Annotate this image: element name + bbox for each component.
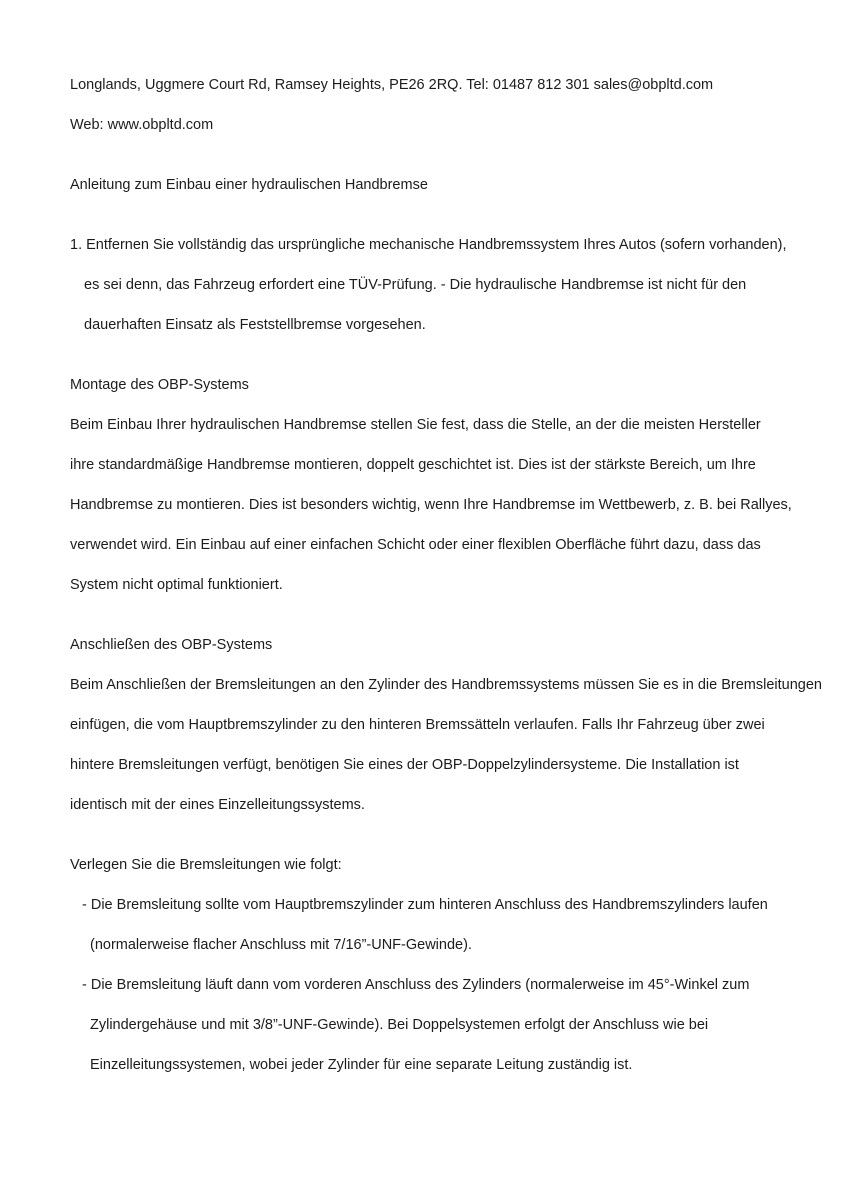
bullet-1-line-1: - Die Bremsleitung sollte vom Hauptbremszylinder zum hinteren Anschluss des Handbremszylinders laufen xyxy=(82,897,768,913)
verlegen-section xyxy=(70,845,820,1085)
anschliessen-line-2: einfügen, die vom Hauptbremszylinder zu den hinteren Bremssätteln verlaufen. Falls Ihr Fahrzeug über zwei xyxy=(70,717,765,733)
montage-line-2: ihre standardmäßige Handbremse montieren, doppelt geschichtet ist. Dies ist der stärkste Bereich, um Ihre xyxy=(70,457,756,473)
bullet-2-line-3: Einzelleitungssystemen, wobei jeder Zylinder für eine separate Leitung zuständig ist. xyxy=(90,1057,633,1073)
anschliessen-heading: Anschließen des OBP-Systems xyxy=(70,637,273,653)
anschliessen-section xyxy=(70,625,820,825)
montage-line-3: Handbremse zu montieren. Dies ist besonders wichtig, wenn Ihre Handbremse im Wettbewerb, z. B. bei Rallyes, xyxy=(70,497,792,513)
bullet-2-line-1: - Die Bremsleitung läuft dann vom vorderen Anschluss des Zylinders (normalerweise im 45°-Winkel zum xyxy=(82,977,750,993)
montage-line-4: verwendet wird. Ein Einbau auf einer einfachen Schicht oder einer flexiblen Oberfläche führt dazu, dass das xyxy=(70,537,761,553)
montage-heading: Montage des OBP-Systems xyxy=(70,377,249,393)
title-block xyxy=(70,165,820,205)
address-line: Longlands, Uggmere Court Rd, Ramsey Heights, PE26 2RQ. Tel: 01487 812 301 sales@obpltd.com xyxy=(70,77,714,93)
step-1-line-1: 1. Entfernen Sie vollständig das ursprüngliche mechanische Handbremssystem Ihres Autos (sofern vorhanden), xyxy=(70,237,787,253)
step-1-line-3: dauerhaften Einsatz als Feststellbremse vorgesehen. xyxy=(84,317,426,333)
page-title: Anleitung zum Einbau einer hydraulischen Handbremse xyxy=(70,177,428,193)
anschliessen-line-4: identisch mit der eines Einzelleitungssystems. xyxy=(70,797,365,813)
verlegen-intro: Verlegen Sie die Bremsleitungen wie folgt: xyxy=(70,857,342,873)
header-block xyxy=(70,65,820,145)
anschliessen-line-1: Beim Anschließen der Bremsleitungen an den Zylinder des Handbremssystems müssen Sie es in die Bremsleitungen xyxy=(70,677,822,693)
bullet-2-line-2: Zylindergehäuse und mit 3/8”-UNF-Gewinde). Bei Doppelsystemen erfolgt der Anschluss wie bei xyxy=(90,1017,709,1033)
montage-line-5: System nicht optimal funktioniert. xyxy=(70,577,283,593)
bullet-1-line-2: (normalerweise flacher Anschluss mit 7/16”-UNF-Gewinde). xyxy=(90,937,472,953)
montage-line-1: Beim Einbau Ihrer hydraulischen Handbremse stellen Sie fest, dass die Stelle, an der die meisten Hersteller xyxy=(70,417,761,433)
montage-section xyxy=(70,365,820,605)
step-1-block xyxy=(70,225,820,345)
anschliessen-line-3: hintere Bremsleitungen verfügt, benötigen Sie eines der OBP-Doppelzylindersysteme. Die Installation ist xyxy=(70,757,739,773)
website-line: Web: www.obpltd.com xyxy=(70,117,214,133)
step-1-line-2: es sei denn, das Fahrzeug erfordert eine TÜV-Prüfung. - Die hydraulische Handbremse ist nicht für den xyxy=(84,277,747,293)
